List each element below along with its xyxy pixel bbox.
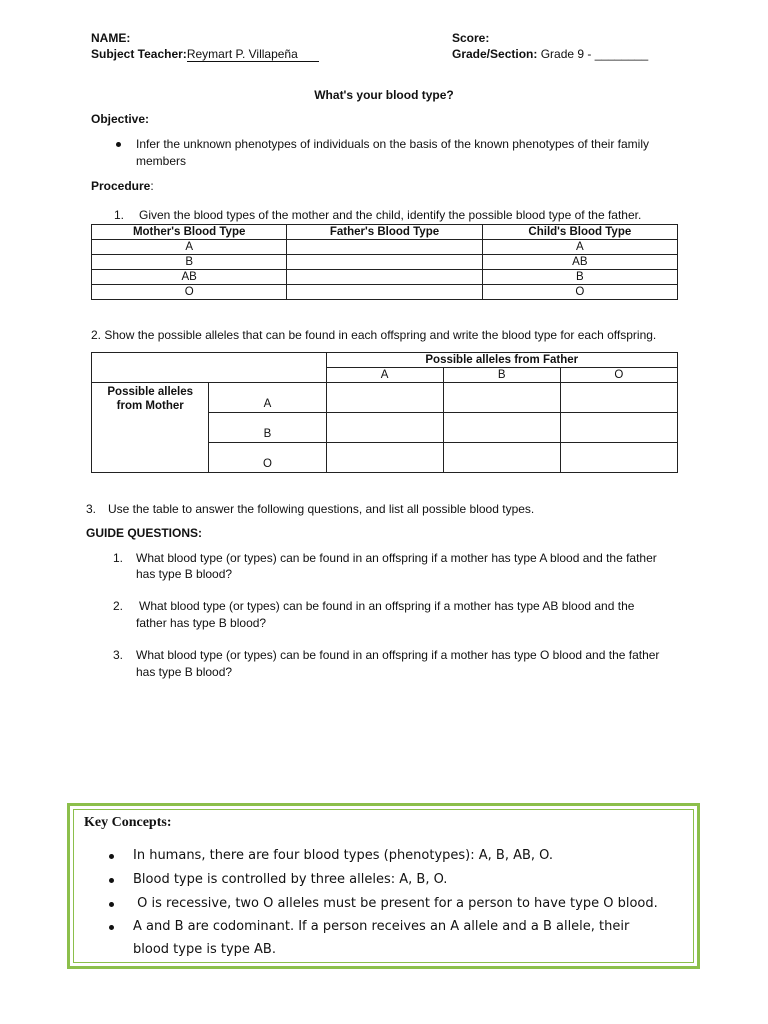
offspring-cell[interactable] <box>560 443 677 473</box>
offspring-cell[interactable] <box>443 413 560 443</box>
offspring-cell[interactable] <box>443 443 560 473</box>
offspring-cell[interactable] <box>560 383 677 413</box>
bullet-icon <box>109 878 114 883</box>
mother-cell: AB <box>92 270 287 285</box>
step1-text: Given the blood types of the mother and the child, identify the possible blood type of the father. <box>139 208 642 222</box>
father-allele-o: O <box>560 368 677 383</box>
bullet-icon <box>109 854 114 859</box>
header-father: Father's Blood Type <box>287 225 482 240</box>
key-concepts-title: Key Concepts: <box>84 815 172 830</box>
mother-cell: A <box>92 240 287 255</box>
blood-type-table <box>91 224 678 300</box>
grade-label: Grade/Section: <box>452 47 538 61</box>
key-concept-item: O is recessive, two O alleles must be present for a person to have type O blood. <box>133 896 658 911</box>
father-alleles-header: Possible alleles from Father <box>326 353 677 368</box>
question-line2: has type B blood? <box>136 567 233 581</box>
child-cell: O <box>482 285 677 300</box>
table-row <box>92 255 678 270</box>
mother-header-line2: from Mother <box>116 400 184 412</box>
blank-corner <box>92 353 327 383</box>
procedure-heading-text: Procedure <box>91 179 151 193</box>
child-cell: AB <box>482 255 677 270</box>
mother-allele-b: B <box>209 413 326 443</box>
child-cell: B <box>482 270 677 285</box>
table-row <box>92 285 678 300</box>
offspring-cell[interactable] <box>560 413 677 443</box>
grade-blank: ________ <box>594 47 649 61</box>
step1-number: 1. <box>114 208 125 222</box>
question-number: 1. <box>113 551 124 565</box>
grade-value: Grade 9 - <box>540 47 595 61</box>
score-label: Score: <box>452 31 490 45</box>
question-number: 3. <box>113 648 124 662</box>
grade-line <box>452 47 648 61</box>
question-line2: has type B blood? <box>136 665 233 679</box>
key-concept-item: A and B are codominant. If a person receives an A allele and a B allele, their <box>133 919 630 934</box>
objective-heading: Objective: <box>91 112 150 126</box>
question-line1: What blood type (or types) can be found in an offspring if a mother has type A blood and the father <box>136 551 657 565</box>
header-mother: Mother's Blood Type <box>92 225 287 240</box>
key-concept-item: In humans, there are four blood types (phenotypes): A, B, AB, O. <box>133 848 554 863</box>
teacher-line <box>91 47 319 62</box>
question-line2: father has type B blood? <box>136 616 267 630</box>
bullet-icon <box>109 925 114 930</box>
mother-allele-a: A <box>209 383 326 413</box>
guide-heading: GUIDE QUESTIONS: <box>86 526 203 540</box>
offspring-cell[interactable] <box>326 443 443 473</box>
offspring-cell[interactable] <box>326 383 443 413</box>
father-allele-a: A <box>326 368 443 383</box>
father-cell[interactable] <box>287 240 482 255</box>
father-cell[interactable] <box>287 285 482 300</box>
mother-header-line1: Possible alleles <box>107 386 194 398</box>
father-cell[interactable] <box>287 255 482 270</box>
teacher-value: Reymart P. Villapeña <box>187 47 319 62</box>
key-concept-item-continued: blood type is type AB. <box>133 942 276 957</box>
step3-text: Use the table to answer the following questions, and list all possible blood types. <box>108 502 535 516</box>
mother-cell: B <box>92 255 287 270</box>
offspring-cell[interactable] <box>326 413 443 443</box>
mother-allele-o: O <box>209 443 326 473</box>
key-concepts-box <box>67 803 700 969</box>
page-title: What's your blood type? <box>314 88 454 102</box>
table-row <box>92 240 678 255</box>
step2-text: 2. Show the possible alleles that can be found in each offspring and write the blood type for each offspring. <box>91 328 657 342</box>
objective-line1: Infer the unknown phenotypes of individuals on the basis of the known phenotypes of their family <box>136 137 649 151</box>
father-allele-b: B <box>443 368 560 383</box>
offspring-cell[interactable] <box>443 383 560 413</box>
procedure-heading <box>91 179 154 193</box>
child-cell: A <box>482 240 677 255</box>
question-line1: What blood type (or types) can be found in an offspring if a mother has type O blood and the father <box>136 648 660 662</box>
table-row <box>92 270 678 285</box>
bullet-icon <box>116 142 121 147</box>
bullet-icon <box>109 902 114 907</box>
question-number: 2. <box>113 599 124 613</box>
key-concept-item: Blood type is controlled by three alleles: A, B, O. <box>133 872 448 887</box>
step3-number: 3. <box>86 502 97 516</box>
mother-cell: O <box>92 285 287 300</box>
objective-line2: members <box>136 154 187 168</box>
question-line1: What blood type (or types) can be found in an offspring if a mother has type AB blood and the <box>139 599 635 613</box>
procedure-colon: : <box>150 179 154 193</box>
mother-alleles-header <box>92 383 209 473</box>
name-label: NAME: <box>91 31 131 45</box>
punnett-table <box>91 352 678 473</box>
header-child: Child's Blood Type <box>482 225 677 240</box>
father-cell[interactable] <box>287 270 482 285</box>
teacher-label: Subject Teacher: <box>91 47 187 61</box>
